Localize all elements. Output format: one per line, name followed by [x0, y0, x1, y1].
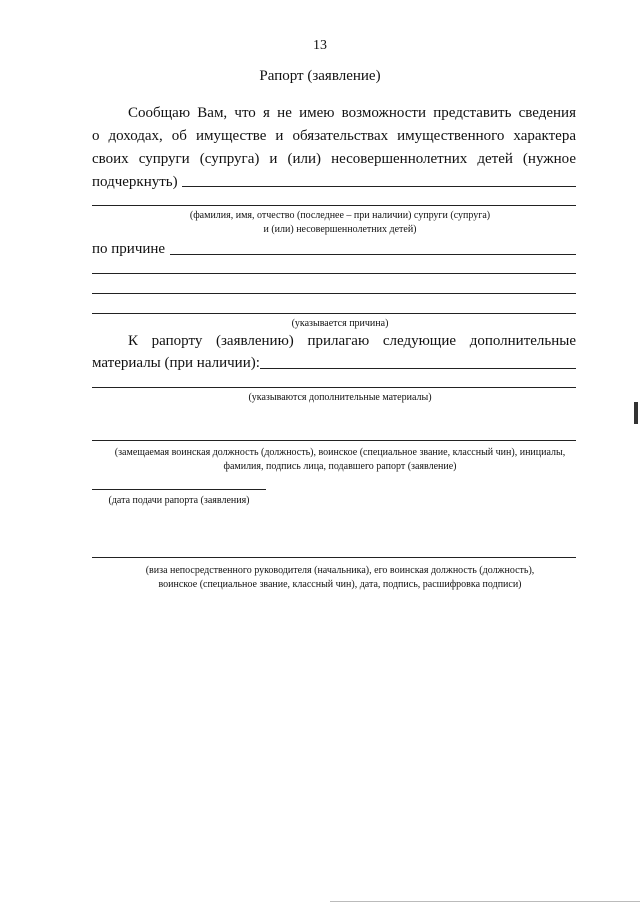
reason-input-line-1: [170, 254, 576, 255]
caption-date: (дата подачи рапорта (заявления): [108, 495, 250, 506]
paragraph2-line1: К рапорту (заявлению) прилагаю следующие дополнительные: [128, 333, 576, 349]
caption-position-line2: фамилия, подпись лица, подавшего рапорт (заявление): [223, 461, 457, 472]
scan-edge-mark: [634, 402, 638, 424]
paragraph1-line4: подчеркнуть): [92, 174, 178, 190]
caption-spouse-line1: (фамилия, имя, отчество (последнее – при наличии) супруги (супруга): [189, 210, 491, 221]
page-number: 13: [313, 38, 327, 53]
visa-signature-line: [92, 557, 576, 558]
scan-bottom-edge: [330, 901, 640, 902]
caption-reason: (указывается причина): [291, 318, 389, 329]
paragraph1-line2: о доходах, об имуществе и обязательствах имущественного характера: [92, 128, 576, 144]
paragraph1-line1: Сообщаю Вам, что я не имею возможности представить сведения: [128, 105, 576, 121]
reason-label: по причине: [92, 241, 166, 257]
reason-input-line-4: [92, 313, 576, 314]
materials-input-line-2: [92, 387, 576, 388]
document-title: Рапорт (заявление): [259, 68, 381, 84]
caption-visa-line2: воинское (специальное звание, классный чин), дата, подпись, расшифровка подписи): [158, 579, 522, 590]
caption-spouse-line2: и (или) несовершеннолетних детей): [263, 224, 417, 235]
reason-input-line-3: [92, 293, 576, 294]
caption-materials: (указываются дополнительные материалы): [248, 392, 432, 403]
spouse-input-line-1: [182, 186, 576, 187]
caption-visa-line1: (виза непосредственного руководителя (начальника), его воинская должность (должность),: [145, 565, 535, 576]
caption-position-line1: (замещаемая воинская должность (должность), воинское (специальное звание, классный чин), инициалы,: [114, 447, 566, 458]
reason-input-line-2: [92, 273, 576, 274]
position-signature-line: [92, 440, 576, 441]
spouse-input-line-2: [92, 205, 576, 206]
paragraph2-line2: материалы (при наличии):: [92, 355, 260, 371]
paragraph1-line3: своих супруги (супруга) и (или) несовершеннолетних детей (нужное: [92, 151, 576, 167]
date-input-line: [92, 489, 266, 490]
materials-input-line-1: [260, 368, 576, 369]
